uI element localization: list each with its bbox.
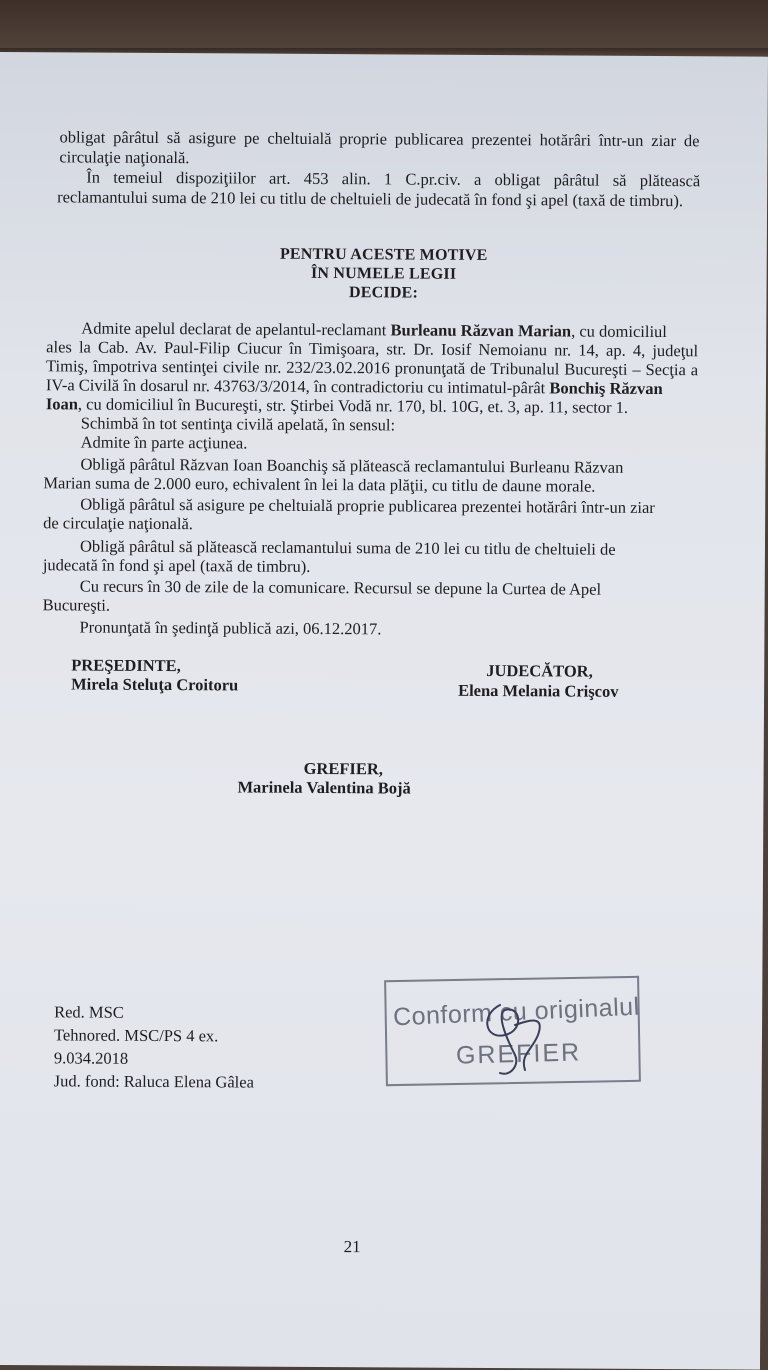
decision-line-6: Schimbă în tot sentinţa civilă apelată, în sensul: — [80, 413, 396, 435]
decision-line-11: de circulaţie naţională. — [43, 513, 193, 534]
top-paragraph-line-1: obligat pârâtul să asigure pe cheltuială proprie publicarea prezentei hotărâri într-un ziar de — [59, 127, 700, 151]
stamp-text-conform: Conform cu originalul — [392, 992, 641, 1032]
footer-tehnored: Tehnored. MSC/PS 4 ex. — [53, 1025, 219, 1046]
respondent-name-cont: Ioan — [45, 394, 79, 414]
decision-line-8: Obligă pârâtul Răzvan Ioan Boanchiş să plătească reclamantului Burleanu Răzvan — [80, 454, 624, 477]
decision-line-2: ales la Cab. Av. Paul-Filip Ciucur în Timişoara, str. Dr. Iosif Nemoianu nr. 14, ap. 4, judeţul — [46, 337, 699, 361]
decision-line-14: Cu recurs în 30 de zile de la comunicare. Recursul se depune la Curtea de Apel — [79, 576, 602, 599]
footer-jud-fond: Jud. fond: Raluca Elena Gâlea — [53, 1071, 254, 1092]
footer-red: Red. MSC — [54, 1002, 124, 1022]
respondent-name: Bonchiş Răzvan — [549, 378, 663, 399]
decision-line-16: Pronunţată în şedinţă publică azi, 06.12.2017. — [79, 617, 382, 639]
top-paragraph-line-2: circulaţie naţională. — [59, 147, 190, 168]
judge-title: JUDECĂTOR, — [486, 660, 593, 681]
decision-text: IV-a Civilă în dosarul nr. 43763/3/2014, în contradictoriu cu intimatul-pârât — [45, 375, 550, 398]
decision-text: , cu domiciliul — [571, 321, 667, 342]
appellant-name: Burleanu Răzvan Marian — [390, 320, 572, 341]
decision-line-15: Bucureşti. — [42, 595, 111, 615]
president-name: Mirela Steluţa Croitoru — [71, 674, 239, 695]
heading-numele-legii: ÎN NUMELE LEGII — [310, 264, 457, 283]
decision-line-10: Obligă pârâtul să asigure pe cheltuială proprie publicarea prezentei hotărâri într-un ziar — [80, 494, 655, 518]
heading-motive: PENTRU ACESTE MOTIVE — [279, 245, 488, 264]
top-paragraph-line-3: În temeiul dispoziţiilor art. 453 alin. 1 C.pr.civ. a obligat pârâtul să plătească — [86, 167, 701, 191]
handwritten-signature-icon — [470, 985, 560, 1080]
page-number: 21 — [343, 1237, 361, 1257]
decision-line-3: Timiş, împotriva sentinţei civile nr. 232/23.02.2016 pronunţată de Tribunalul Bucureşti – Secţia a — [46, 356, 699, 380]
footer-date: 9.034.2018 — [53, 1048, 129, 1068]
top-paragraph-line-4: reclamantului suma de 210 lei cu titlu de cheltuieli de judecată în fond şi apel (taxă de timbru). — [57, 187, 684, 211]
decision-line-7: Admite în parte acţiunea. — [80, 432, 248, 453]
decision-text: , cu domiciliul în Bucureşti, str. Ştirbei Vodă nr. 170, bl. 10G, et. 3, ap. 11, sector 1. — [77, 394, 629, 417]
heading-decide: DECIDE: — [349, 284, 419, 302]
document-page — [0, 52, 768, 1370]
president-title: PREŞEDINTE, — [71, 655, 181, 676]
stamp-text-grefier: GREFIER — [455, 1038, 582, 1070]
clerk-name: Marinela Valentina Bojă — [237, 777, 411, 798]
judge-name: Elena Melania Crişcov — [458, 680, 619, 701]
decision-line-9: Marian suma de 2.000 euro, echivalent în lei la data plăţii, cu titlu de daune morale. — [43, 473, 596, 496]
clerk-title: GREFIER, — [303, 758, 383, 779]
decision-line-13: judecată în fond şi apel (taxă de timbru). — [42, 555, 311, 576]
decision-text: Admite apelul declarat de apelantul-reclamant — [81, 318, 391, 340]
decision-line-12: Obligă pârâtul să plătească reclamantului suma de 210 lei cu titlu de cheltuieli de — [79, 536, 616, 559]
